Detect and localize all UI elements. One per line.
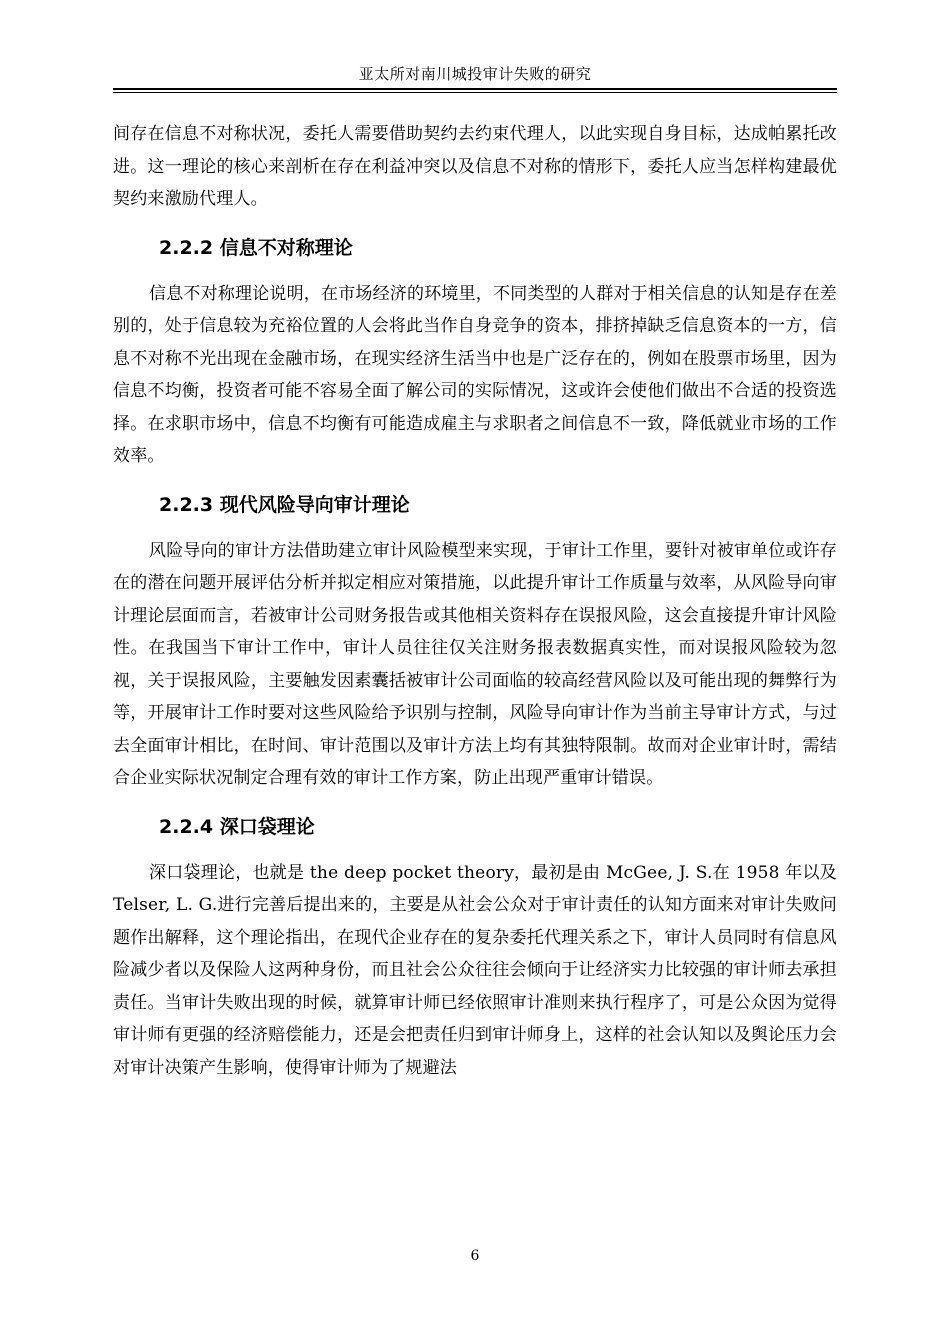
document-body <box>113 118 837 1084</box>
section-heading: 2.2.4 深口袋理论 <box>159 815 315 838</box>
paragraph: 风险导向的审计方法借助建立审计风险模型来实现，于审计工作里，要针对被审单位或许存在的潜在问题开展评估分析并拟定相应对策措施，以此提升审计工作质量与效率，从风险导向审计理论层面而言，若被审计公司财务报告或其他相关资料存在误报风险，这会直接提升审计风险性。在我国当下审计工作中，审计人员往往仅关注财务报表数据真实性，而对误报风险较为忽视，关于误报风险，主要触发因素囊括被审计公司面临的较高经营风险以及可能出现的舞弊行为等，开展审计工作时要对这些风险给予识别与控制，风险导向审计作为当前主导审计方式，与过去全面审计相比，在时间、审计范围以及审计方法上均有其独特限制。故而对企业审计时，需结合企业实际状况制定合理有效的审计工作方案，防止出现严重审计错误。 <box>113 540 837 788</box>
paragraph: 间存在信息不对称状况，委托人需要借助契约去约束代理人，以此实现自身目标，达成帕累托改进。这一理论的核心来剖析在存在利益冲突以及信息不对称的情形下，委托人应当怎样构建最优契约来激励代理人。 <box>113 124 837 209</box>
running-header: 亚太所对南川城投审计失败的研究 <box>358 65 592 83</box>
page-number: 6 <box>470 1248 480 1264</box>
paragraph: 深口袋理论，也就是 the deep pocket theory，最初是由 McGee, J. S.在 1958 年以及 Telser, L. G.进行完善后提出来的，主要是从社会公众对于审计责任的认知方面来对审计失败问题作出解释，这个理论指出，在现代企业存在的复杂委托代理关系之下，审计人员同时有信息风险减少者以及保险人这两种身份，而且社会公众往往会倾向于让经济实力比较强的审计师去承担责任。当审计失败出现的时候，就算审计师已经依照审计准则来执行程序了，可是公众因为觉得审计师有更强的经济赔偿能力，还是会把责任归到审计师身上，这样的社会认知以及舆论压力会对审计决策产生影响，使得审计师为了规避法 <box>113 862 837 1078</box>
section-heading: 2.2.3 现代风险导向审计理论 <box>159 493 410 516</box>
header-rule-thin <box>113 92 837 93</box>
paragraph: 信息不对称理论说明，在市场经济的环境里，不同类型的人群对于相关信息的认知是存在差别的，处于信息较为充裕位置的人会将此当作自身竞争的资本，排挤掉缺乏信息资本的一方，信息不对称不光出现在金融市场，在现实经济生活当中也是广泛存在的，例如在股票市场里，因为信息不均衡，投资者可能不容易全面了解公司的实际情况，这或许会使他们做出不合适的投资选择。在求职市场中，信息不均衡有可能造成雇主与求职者之间信息不一致，降低就业市场的工作效率。 <box>113 283 837 466</box>
section-heading: 2.2.2 信息不对称理论 <box>159 236 353 259</box>
header-rule <box>113 88 837 90</box>
